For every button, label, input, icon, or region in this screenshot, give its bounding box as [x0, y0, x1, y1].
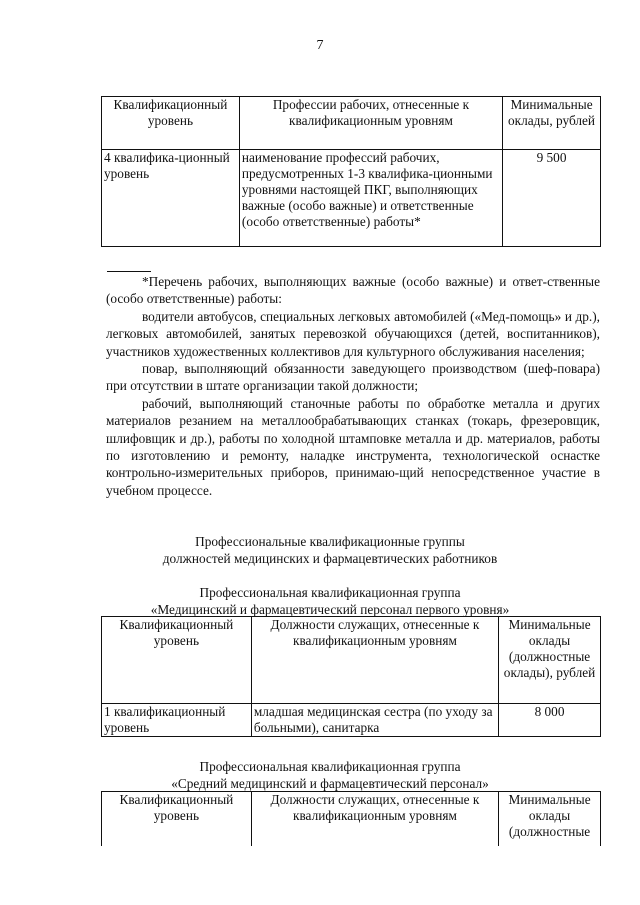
group1-line2: «Медицинский и фармацевтический персонал первого уровня» — [150, 602, 510, 617]
footnote-item-machinist: рабочий, выполняющий станочные работы по обработке металла и других материалов резанием на металлообрабатывающих станках (токарь, фрезеровщик, шлифовщик и др.), работы по холодной штамповке металла и др. материалов, работы по изготовлению и ремонту, наладке инструмента, технологической оснастке контрольно-измерительных приборов, принимаю-щий непосредственное участие в учебном процессе. — [106, 395, 600, 498]
table-medical-first-level — [101, 616, 601, 737]
cell-level: 4 квалифика-ционный уровень — [102, 150, 240, 247]
table-workers-qualification — [101, 96, 601, 247]
header-level: Квалификационный уровень — [102, 792, 252, 847]
header-salary: Минимальные оклады, рублей — [503, 97, 601, 150]
group-title-first-level — [100, 584, 560, 618]
section-title-line2: должностей медицинских и фармацевтических работников — [162, 551, 498, 566]
cell-salary: 8 000 — [499, 704, 601, 737]
section-title-line1: Профессиональные квалификационные группы — [195, 534, 465, 549]
cell-description: младшая медицинская сестра (по уходу за больными), санитарка — [251, 704, 498, 737]
group1-line1: Профессиональная квалификационная группа — [199, 585, 461, 600]
table-header-row — [102, 792, 601, 847]
table-row — [102, 150, 601, 247]
header-position: Должности служащих, отнесенные к квалификационным уровням — [251, 792, 498, 847]
header-salary: Минимальные оклады (должностные оклады), рублей — [499, 617, 601, 704]
cell-level: 1 квалификационный уровень — [102, 704, 252, 737]
table-medical-middle-level — [101, 791, 601, 846]
footnote-intro: *Перечень рабочих, выполняющих важные (особо важные) и ответ-ственные (особо ответственные) работы: — [106, 274, 600, 307]
header-salary: Минимальные оклады (должностные — [499, 792, 601, 847]
header-level: Квалификационный уровень — [102, 97, 240, 150]
cell-description: наименование профессий рабочих, предусмотренных 1-3 квалифика-ционными уровнями настоящей ПКГ, выполняющих важные (особо важные) и ответственные (особо ответственные) работы* — [239, 150, 502, 247]
table-header-row — [102, 617, 601, 704]
group2-line2: «Средний медицинский и фармацевтический персонал» — [171, 776, 489, 791]
cell-salary: 9 500 — [503, 150, 601, 247]
header-level: Квалификационный уровень — [102, 617, 252, 704]
section-title — [100, 533, 560, 567]
group-title-middle-level — [100, 758, 560, 792]
page-number: 7 — [316, 38, 324, 53]
footnote-item-drivers: водители автобусов, специальных легковых автомобилей («Мед-помощь» и др.), легковых автомобилей, занятых перевозкой обучающихся (детей, воспитанников), участников художественных коллективов для культурного обслуживания населения; — [106, 308, 600, 359]
footnote-divider — [107, 271, 151, 272]
header-position: Должности служащих, отнесенные к квалификационным уровням — [251, 617, 498, 704]
table-header-row — [102, 97, 601, 150]
group2-line1: Профессиональная квалификационная группа — [199, 759, 461, 774]
footnote-block — [106, 273, 600, 499]
table-row — [102, 704, 601, 737]
header-profession: Профессии рабочих, отнесенные к квалификационным уровням — [239, 97, 502, 150]
footnote-item-cook: повар, выполняющий обязанности заведующего производством (шеф-повара) при отсутствии в штате организации такой должности; — [106, 361, 600, 394]
